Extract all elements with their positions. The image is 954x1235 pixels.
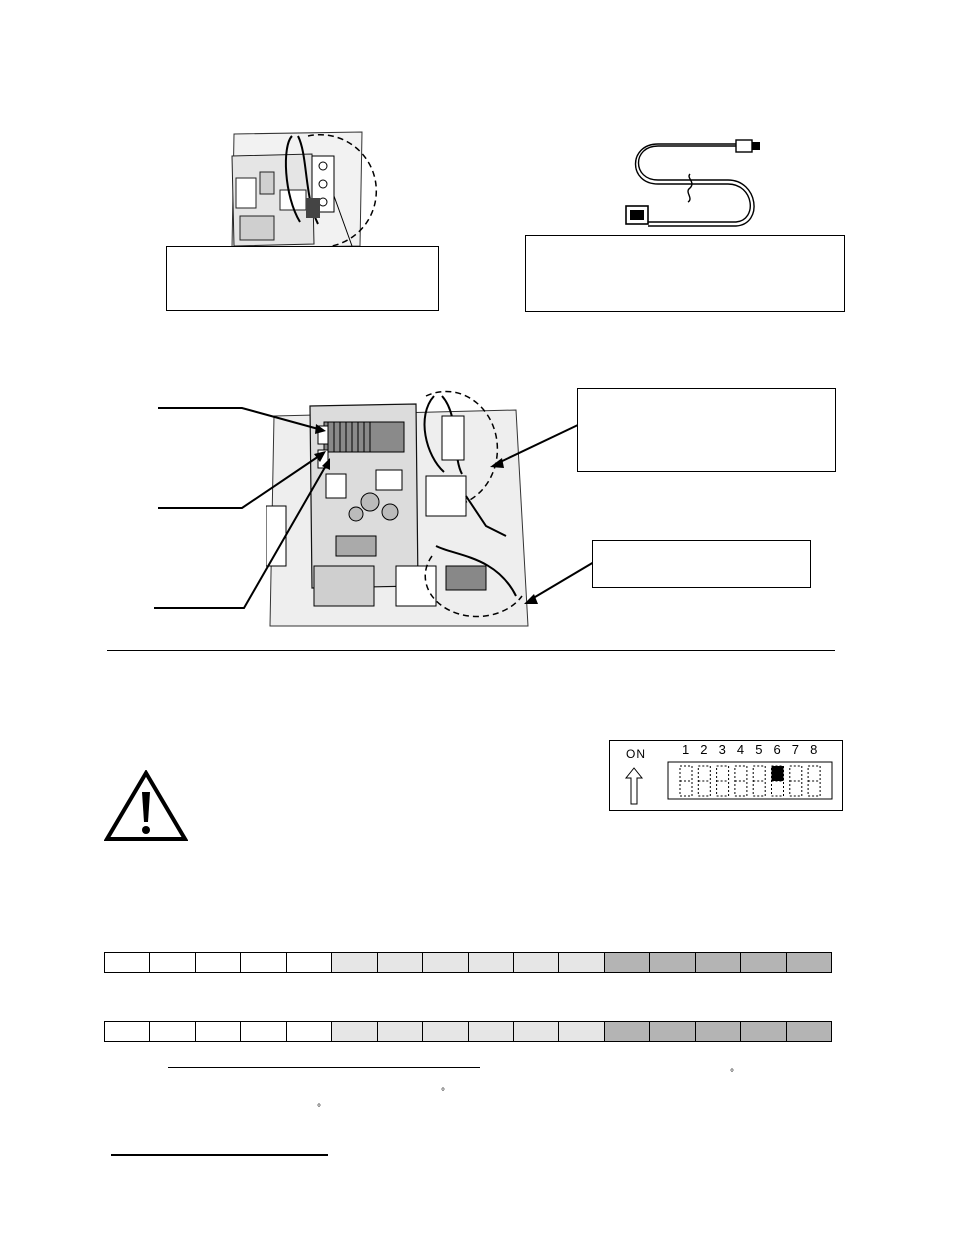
warning-icon bbox=[104, 770, 188, 842]
strip-cell bbox=[787, 953, 831, 972]
callout-box-middle-right-lower bbox=[592, 540, 811, 588]
dip-position-label-7: 7 bbox=[791, 742, 800, 757]
degree-mark-2: ° bbox=[441, 1087, 445, 1098]
degree-mark-3: ° bbox=[317, 1103, 321, 1114]
setting-strip-lower bbox=[104, 1021, 832, 1042]
strip-cell bbox=[332, 953, 377, 972]
dip-position-label-3: 3 bbox=[718, 742, 726, 757]
underline-lower bbox=[111, 1154, 328, 1156]
strip-cell bbox=[423, 953, 468, 972]
strip-cell bbox=[559, 1022, 604, 1041]
strip-cell bbox=[787, 1022, 831, 1041]
strip-cell bbox=[378, 1022, 423, 1041]
dip-position-label-8: 8 bbox=[810, 742, 818, 757]
strip-cell bbox=[469, 953, 514, 972]
dip-position-label-4: 4 bbox=[736, 742, 745, 757]
callout-box-middle-right-upper bbox=[577, 388, 836, 472]
section-divider bbox=[107, 650, 835, 651]
dip-position-label-1: 1 bbox=[682, 742, 690, 757]
callout-box-top-right bbox=[525, 235, 845, 312]
dip-position-label-5: 5 bbox=[755, 742, 763, 757]
strip-cell bbox=[605, 1022, 650, 1041]
leader-lines-left bbox=[150, 400, 340, 620]
strip-cell bbox=[150, 953, 195, 972]
strip-cell bbox=[423, 1022, 468, 1041]
strip-cell bbox=[378, 953, 423, 972]
strip-cell bbox=[650, 1022, 695, 1041]
strip-cell bbox=[605, 953, 650, 972]
strip-cell bbox=[287, 953, 332, 972]
dip-position-label-2: 2 bbox=[700, 742, 708, 757]
underline-upper bbox=[168, 1067, 480, 1068]
dip-on-label: ON bbox=[626, 747, 646, 761]
strip-cell bbox=[696, 953, 741, 972]
strip-cell bbox=[741, 953, 786, 972]
strip-cell bbox=[514, 1022, 559, 1041]
strip-cell bbox=[514, 953, 559, 972]
dip-switch-diagram bbox=[609, 740, 843, 811]
dip-position-label-6: 6 bbox=[773, 742, 781, 757]
strip-cell bbox=[241, 1022, 286, 1041]
strip-cell bbox=[696, 1022, 741, 1041]
degree-mark-1: ° bbox=[730, 1068, 734, 1079]
setting-strip-upper bbox=[104, 952, 832, 973]
callout-box-top-left bbox=[166, 246, 439, 311]
dip-knob-on-6 bbox=[772, 766, 784, 781]
strip-cell bbox=[196, 953, 241, 972]
strip-cell bbox=[741, 1022, 786, 1041]
strip-cell bbox=[196, 1022, 241, 1041]
strip-cell bbox=[559, 953, 604, 972]
strip-cell bbox=[332, 1022, 377, 1041]
strip-cell bbox=[650, 953, 695, 972]
strip-cell bbox=[105, 1022, 150, 1041]
board-detail-photo bbox=[222, 126, 382, 250]
strip-cell bbox=[287, 1022, 332, 1041]
strip-cell bbox=[150, 1022, 195, 1041]
strip-cell bbox=[241, 953, 286, 972]
cable-illustration bbox=[618, 134, 778, 234]
strip-cell bbox=[469, 1022, 514, 1041]
strip-cell bbox=[105, 953, 150, 972]
